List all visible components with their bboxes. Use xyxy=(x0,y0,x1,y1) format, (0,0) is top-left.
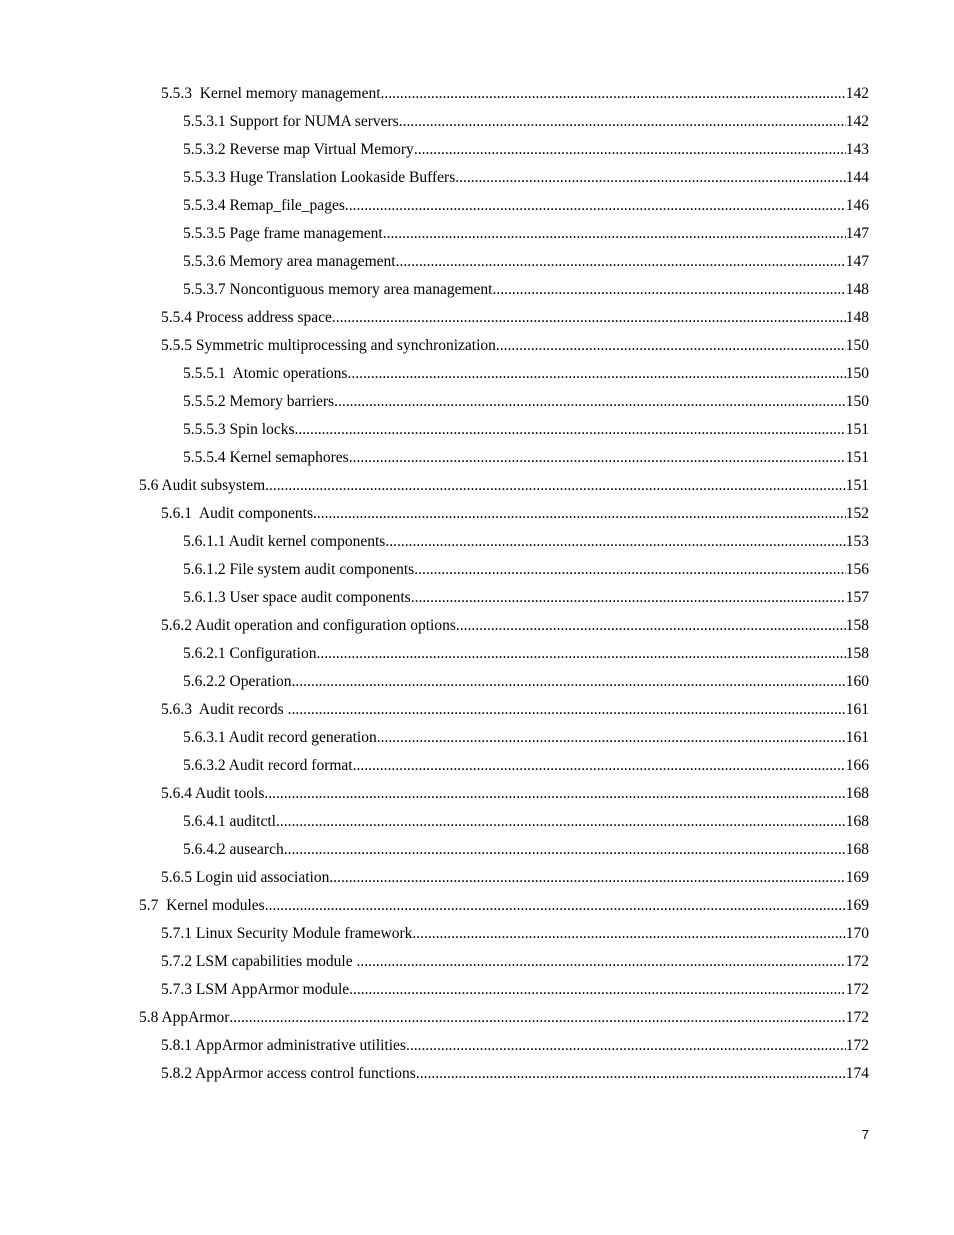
toc-entry-page-number: 142 xyxy=(845,113,869,130)
toc-entry-title: 5.6.3.2 Audit record format xyxy=(183,757,353,774)
toc-entry-title: 5.7.2 LSM capabilities module xyxy=(161,953,357,970)
toc-entry-title: 5.5.4 Process address space xyxy=(161,309,332,326)
toc-dot-leader xyxy=(265,892,846,920)
toc-dot-leader xyxy=(229,1004,845,1032)
toc-dot-leader xyxy=(347,360,845,388)
toc-entry-title: 5.5.3.7 Noncontiguous memory area management xyxy=(183,281,493,298)
toc-entry[interactable] xyxy=(0,1060,954,1088)
toc-entry-title: 5.5.3.4 Remap_file_pages xyxy=(183,197,345,214)
toc-entry-title: 5.6.1.2 File system audit components xyxy=(183,561,415,578)
toc-entry-page-number: 148 xyxy=(845,281,869,298)
toc-entry-page-number: 161 xyxy=(845,701,869,718)
toc-entry-title: 5.7.3 LSM AppArmor module xyxy=(161,981,350,998)
toc-entry[interactable] xyxy=(0,724,954,752)
toc-entry[interactable] xyxy=(0,780,954,808)
toc-dot-leader xyxy=(496,332,846,360)
toc-entry-page-number: 168 xyxy=(845,813,869,830)
toc-entry-page-number: 172 xyxy=(845,953,869,970)
toc-dot-leader xyxy=(381,80,846,108)
toc-entry-page-number: 143 xyxy=(845,141,869,158)
toc-entry-page-number: 160 xyxy=(845,673,869,690)
toc-entry[interactable] xyxy=(0,892,954,920)
toc-entry[interactable] xyxy=(0,808,954,836)
toc-entry-page-number: 146 xyxy=(845,197,869,214)
toc-entry-page-number: 150 xyxy=(845,393,869,410)
toc-dot-leader xyxy=(406,1032,846,1060)
toc-entry-title: 5.6 Audit subsystem xyxy=(139,477,266,494)
toc-entry[interactable] xyxy=(0,164,954,192)
table-of-contents xyxy=(0,80,954,1088)
toc-dot-leader xyxy=(456,612,846,640)
toc-entry-title: 5.6.2 Audit operation and configuration options xyxy=(161,617,456,634)
toc-dot-leader xyxy=(414,136,846,164)
toc-entry[interactable] xyxy=(0,304,954,332)
toc-dot-leader xyxy=(313,500,846,528)
toc-entry[interactable] xyxy=(0,248,954,276)
toc-dot-leader xyxy=(265,472,846,500)
toc-dot-leader xyxy=(276,808,846,836)
toc-entry-title: 5.6.4.2 ausearch xyxy=(183,841,284,858)
toc-entry-title: 5.5.5.3 Spin locks xyxy=(183,421,295,438)
toc-entry-page-number: 170 xyxy=(845,925,869,942)
toc-dot-leader xyxy=(353,752,846,780)
toc-entry-title: 5.6.3 Audit records xyxy=(161,701,288,718)
toc-dot-leader xyxy=(396,248,846,276)
toc-entry-title: 5.5.3.5 Page frame management xyxy=(183,225,383,242)
toc-entry-page-number: 157 xyxy=(845,589,869,606)
toc-entry[interactable] xyxy=(0,192,954,220)
toc-entry[interactable] xyxy=(0,500,954,528)
toc-entry-page-number: 147 xyxy=(845,253,869,270)
toc-entry[interactable] xyxy=(0,332,954,360)
toc-entry[interactable] xyxy=(0,416,954,444)
toc-entry[interactable] xyxy=(0,276,954,304)
toc-dot-leader xyxy=(412,920,845,948)
toc-dot-leader xyxy=(264,780,845,808)
toc-entry-page-number: 161 xyxy=(845,729,869,746)
toc-entry[interactable] xyxy=(0,612,954,640)
toc-entry-title: 5.5.5.4 Kernel semaphores xyxy=(183,449,349,466)
toc-entry[interactable] xyxy=(0,472,954,500)
toc-dot-leader xyxy=(334,388,846,416)
toc-entry-title: 5.6.1.3 User space audit components xyxy=(183,589,411,606)
toc-dot-leader xyxy=(345,192,846,220)
toc-entry-title: 5.8.2 AppArmor access control functions xyxy=(161,1065,416,1082)
toc-dot-leader xyxy=(316,640,845,668)
toc-entry[interactable] xyxy=(0,1032,954,1060)
toc-dot-leader xyxy=(377,724,846,752)
toc-entry-title: 5.5.3.2 Reverse map Virtual Memory xyxy=(183,141,414,158)
toc-dot-leader xyxy=(411,584,846,612)
toc-entry[interactable] xyxy=(0,668,954,696)
toc-entry-page-number: 166 xyxy=(845,757,869,774)
toc-entry-title: 5.5.5.2 Memory barriers xyxy=(183,393,335,410)
toc-entry-page-number: 142 xyxy=(845,85,869,102)
toc-entry[interactable] xyxy=(0,80,954,108)
toc-entry-page-number: 153 xyxy=(845,533,869,550)
toc-entry[interactable] xyxy=(0,1004,954,1032)
toc-dot-leader xyxy=(349,444,846,472)
toc-dot-leader xyxy=(383,220,846,248)
toc-entry-title: 5.5.5 Symmetric multiprocessing and synchronization xyxy=(161,337,496,354)
toc-entry-title: 5.7.1 Linux Security Module framework xyxy=(161,925,413,942)
toc-entry-title: 5.6.1.1 Audit kernel components xyxy=(183,533,386,550)
toc-entry-page-number: 172 xyxy=(845,1037,869,1054)
toc-entry-page-number: 144 xyxy=(845,169,869,186)
toc-entry[interactable] xyxy=(0,136,954,164)
toc-dot-leader xyxy=(284,836,846,864)
toc-entry-page-number: 169 xyxy=(845,869,869,886)
page-number: 7 xyxy=(861,1127,869,1142)
toc-dot-leader xyxy=(349,976,846,1004)
toc-entry[interactable] xyxy=(0,948,954,976)
toc-entry[interactable] xyxy=(0,864,954,892)
toc-entry-title: 5.6.2.1 Configuration xyxy=(183,645,317,662)
toc-dot-leader xyxy=(356,948,845,976)
toc-entry-page-number: 169 xyxy=(845,897,869,914)
toc-entry[interactable] xyxy=(0,976,954,1004)
toc-entry-title: 5.8 AppArmor xyxy=(139,1009,230,1026)
toc-dot-leader xyxy=(288,696,846,724)
toc-entry-page-number: 152 xyxy=(845,505,869,522)
toc-entry[interactable] xyxy=(0,108,954,136)
toc-entry[interactable] xyxy=(0,360,954,388)
toc-entry-title: 5.6.3.1 Audit record generation xyxy=(183,729,377,746)
toc-entry[interactable] xyxy=(0,388,954,416)
toc-entry-page-number: 151 xyxy=(845,449,869,466)
toc-entry-title: 5.8.1 AppArmor administrative utilities xyxy=(161,1037,406,1054)
toc-dot-leader xyxy=(295,416,846,444)
toc-entry[interactable] xyxy=(0,528,954,556)
toc-entry[interactable] xyxy=(0,444,954,472)
toc-entry-title: 5.5.3.3 Huge Translation Lookaside Buffers xyxy=(183,169,456,186)
toc-entry-page-number: 156 xyxy=(845,561,869,578)
toc-entry-page-number: 174 xyxy=(845,1065,869,1082)
toc-entry-title: 5.6.2.2 Operation xyxy=(183,673,292,690)
toc-entry[interactable] xyxy=(0,640,954,668)
toc-entry-page-number: 172 xyxy=(845,1009,869,1026)
toc-dot-leader xyxy=(291,668,845,696)
toc-dot-leader xyxy=(414,556,846,584)
toc-dot-leader xyxy=(332,304,846,332)
toc-entry-page-number: 151 xyxy=(845,477,869,494)
toc-entry-title: 5.6.4.1 auditctl xyxy=(183,813,276,830)
toc-entry-page-number: 151 xyxy=(845,421,869,438)
toc-dot-leader xyxy=(455,164,846,192)
toc-dot-leader xyxy=(329,864,845,892)
toc-entry[interactable] xyxy=(0,220,954,248)
toc-dot-leader xyxy=(399,108,846,136)
toc-entry-page-number: 172 xyxy=(845,981,869,998)
toc-entry-title: 5.5.3 Kernel memory management xyxy=(161,85,381,102)
toc-entry[interactable] xyxy=(0,696,954,724)
toc-entry-title: 5.6.4 Audit tools xyxy=(161,785,265,802)
toc-entry-page-number: 158 xyxy=(845,617,869,634)
toc-entry-page-number: 148 xyxy=(845,309,869,326)
toc-entry-page-number: 147 xyxy=(845,225,869,242)
toc-entry-title: 5.5.3.1 Support for NUMA servers xyxy=(183,113,399,130)
toc-dot-leader xyxy=(385,528,845,556)
toc-entry[interactable] xyxy=(0,920,954,948)
toc-entry-title: 5.5.3.6 Memory area management xyxy=(183,253,396,270)
toc-dot-leader xyxy=(416,1060,846,1088)
toc-entry-page-number: 168 xyxy=(845,841,869,858)
toc-entry-title: 5.6.1 Audit components xyxy=(161,505,313,522)
toc-entry-page-number: 158 xyxy=(845,645,869,662)
toc-entry-page-number: 150 xyxy=(845,365,869,382)
toc-dot-leader xyxy=(493,276,846,304)
toc-entry[interactable] xyxy=(0,556,954,584)
toc-entry-title: 5.7 Kernel modules xyxy=(139,897,265,914)
toc-entry-page-number: 150 xyxy=(845,337,869,354)
toc-entry-title: 5.6.5 Login uid association xyxy=(161,869,330,886)
toc-entry[interactable] xyxy=(0,836,954,864)
toc-entry-title: 5.5.5.1 Atomic operations xyxy=(183,365,348,382)
toc-entry-page-number: 168 xyxy=(845,785,869,802)
toc-entry[interactable] xyxy=(0,584,954,612)
toc-entry[interactable] xyxy=(0,752,954,780)
